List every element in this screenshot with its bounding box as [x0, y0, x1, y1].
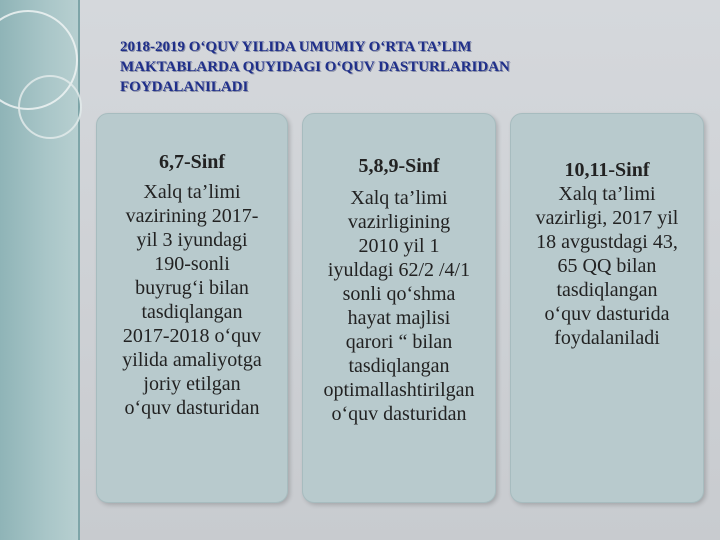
- card-heading: 5,8,9-Sinf: [358, 155, 440, 177]
- card-line: buyrug‘i bilan: [135, 277, 249, 299]
- slide-title: [120, 37, 680, 97]
- card-body: [311, 186, 487, 426]
- card-line: o‘quv dasturidan: [124, 397, 260, 419]
- card-line: Xalq ta’limi: [558, 183, 656, 205]
- card-line: optimallashtirilgan: [323, 379, 475, 401]
- card-line: qarori “ bilan: [345, 331, 453, 353]
- card-line: 18 avgustdagi 43,: [536, 231, 678, 253]
- decorative-ring-small: [18, 75, 82, 139]
- card-line: 190-sonli: [154, 253, 230, 275]
- card-line: foydalaniladi: [554, 327, 660, 349]
- card-line: vazirligining: [347, 211, 451, 233]
- card-line: Xalq ta’limi: [143, 181, 241, 203]
- card-line: tasdiqlangan: [348, 355, 450, 377]
- title-line-3: FOYDALANILADI: [120, 79, 249, 95]
- card-line: yil 3 iyundagi: [136, 229, 248, 251]
- card-heading: 10,11-Sinf: [564, 159, 650, 181]
- card-line: 65 QQ bilan: [557, 255, 657, 277]
- card-line: tasdiqlangan: [141, 301, 243, 323]
- card-line: o‘quv dasturidan: [331, 403, 467, 425]
- card-grade-6-7: [96, 113, 288, 503]
- card-line: 2010 yil 1: [358, 235, 440, 257]
- card-grade-10-11: [510, 113, 704, 503]
- card-line: hayat majlisi: [347, 307, 451, 329]
- card-line: vazirining 2017-: [125, 205, 259, 227]
- card-line: Xalq ta’limi: [350, 187, 448, 209]
- card-line: iyuldagi 62/2 /4/1: [327, 259, 471, 281]
- card-line: vazirligi, 2017 yil: [535, 207, 679, 229]
- title-line-2: MAKTABLARDA QUYIDAGI O‘QUV DASTURLARIDAN: [120, 59, 510, 75]
- card-line: yilida amaliyotga: [122, 349, 262, 371]
- card-body: [105, 180, 279, 420]
- title-line-1: 2018-2019 O‘QUV YILIDA UMUMIY O‘RTA TA’LIM: [120, 39, 472, 55]
- card-grade-5-8-9: [302, 113, 496, 503]
- card-body: [519, 182, 695, 350]
- card-line: o‘quv dasturida: [544, 303, 670, 325]
- card-line: tasdiqlangan: [556, 279, 658, 301]
- card-heading: 6,7-Sinf: [158, 151, 226, 173]
- card-line: sonli qo‘shma: [342, 283, 456, 305]
- card-line: 2017-2018 o‘quv: [122, 325, 262, 347]
- card-line: joriy etilgan: [143, 373, 241, 395]
